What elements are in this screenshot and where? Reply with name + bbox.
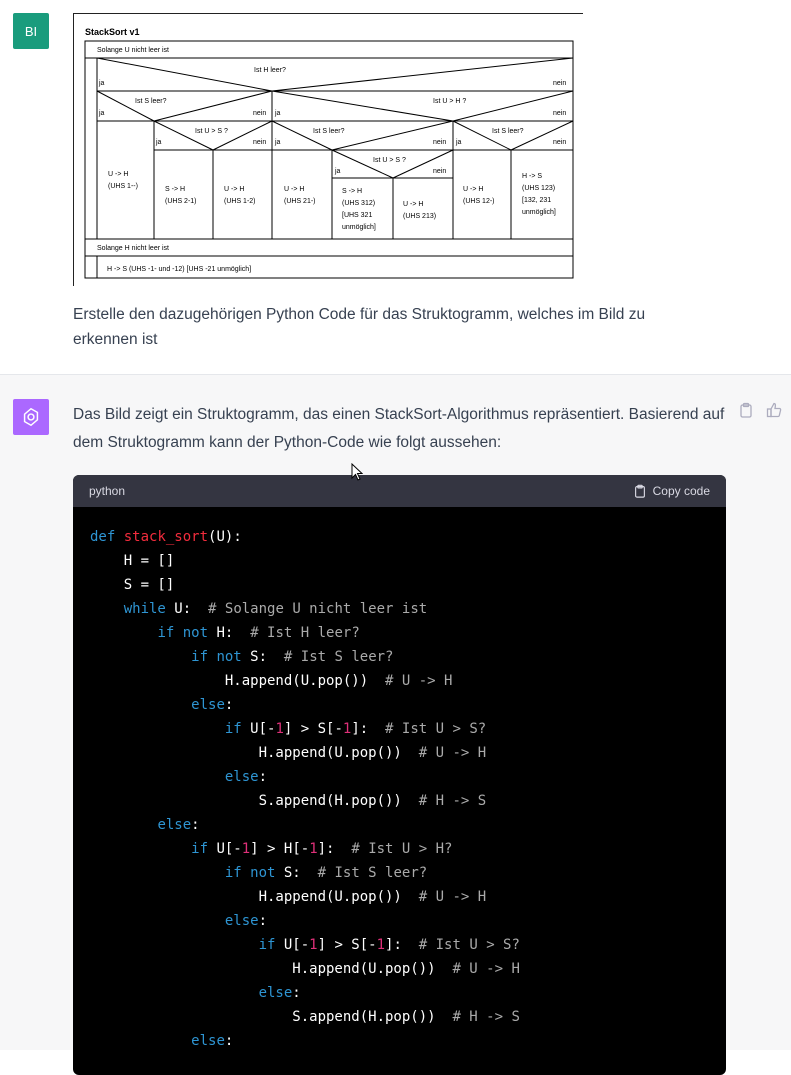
diagram-title: StackSort v1 bbox=[85, 27, 140, 37]
svg-text:ja: ja bbox=[275, 110, 281, 117]
svg-text:U -> H: U -> H bbox=[463, 186, 484, 193]
svg-text:(UHS 12-): (UHS 12-) bbox=[463, 198, 495, 205]
svg-text:(UHS 2-1): (UHS 2-1) bbox=[165, 198, 197, 205]
python-code: def stack_sort(U): H = [] S = [] while U: # Solange U nicht leer ist if not H: # Ist H leer? if not S: # Ist S leer? H.append(U.pop()) # U -> H else: if U[-1] > S[-1]: # Ist U > S? H.append(U.pop()) # U -> H else: S.append(H.pop()) # H -> S else: if U[-1] > H[-1]: # Ist U > H? if not S: # Ist S leer? H.append(U.pop()) # U -> H else: if U[-1] > S[-1]: # Ist U > S? H.append(U.pop()) # U -> H else: S.append(H.pop()) # H -> S else: bbox=[90, 529, 520, 1049]
svg-text:nein: nein bbox=[433, 168, 447, 175]
svg-text:U -> H: U -> H bbox=[284, 186, 305, 193]
svg-text:H -> S (UHS -1- und -12) [UHS: H -> S (UHS -1- und -12) [UHS -21 unmöglich] bbox=[107, 266, 252, 273]
thumbs-up-icon[interactable] bbox=[766, 402, 782, 423]
svg-text:(UHS 213): (UHS 213) bbox=[403, 213, 437, 220]
mouse-cursor-icon bbox=[351, 463, 363, 486]
code-header bbox=[73, 475, 726, 507]
svg-text:Solange H nicht leer ist: Solange H nicht leer ist bbox=[97, 245, 169, 252]
svg-text:unmöglich]: unmöglich] bbox=[522, 209, 556, 216]
clipboard-icon[interactable] bbox=[738, 402, 754, 423]
svg-text:nein: nein bbox=[433, 139, 447, 146]
svg-text:Ist S leer?: Ist S leer? bbox=[313, 128, 345, 135]
svg-text:H -> S: H -> S bbox=[522, 173, 543, 180]
svg-text:U -> H: U -> H bbox=[224, 186, 245, 193]
svg-text:[132, 231: [132, 231 bbox=[522, 197, 552, 204]
svg-text:ja: ja bbox=[99, 110, 105, 117]
svg-text:(UHS 1--): (UHS 1--) bbox=[108, 183, 138, 190]
svg-text:Ist S leer?: Ist S leer? bbox=[492, 128, 524, 135]
svg-text:nein: nein bbox=[553, 139, 567, 146]
svg-text:nein: nein bbox=[553, 80, 567, 87]
svg-text:U -> H: U -> H bbox=[403, 201, 424, 208]
svg-text:S -> H: S -> H bbox=[165, 186, 186, 193]
svg-text:unmöglich]: unmöglich] bbox=[342, 224, 376, 231]
svg-text:(UHS 312): (UHS 312) bbox=[342, 200, 376, 207]
user-avatar: BI bbox=[13, 13, 49, 49]
svg-text:(UHS 123): (UHS 123) bbox=[522, 185, 556, 192]
svg-text:ja: ja bbox=[335, 168, 341, 175]
svg-text:Solange U nicht leer ist: Solange U nicht leer ist bbox=[97, 47, 169, 54]
svg-text:nein: nein bbox=[253, 110, 267, 117]
svg-text:(UHS 21-): (UHS 21-) bbox=[284, 198, 316, 205]
copy-code-label: Copy code bbox=[652, 484, 710, 498]
svg-text:Ist H leer?: Ist H leer? bbox=[254, 67, 286, 74]
user-message-text: Erstelle den dazugehörigen Python Code für das Struktogramm, welches im Bild zu erkennen ist bbox=[73, 306, 646, 348]
svg-text:Ist S leer?: Ist S leer? bbox=[135, 98, 167, 105]
openai-logo-icon bbox=[13, 399, 49, 435]
svg-text:ja: ja bbox=[156, 139, 162, 146]
svg-text:ja: ja bbox=[456, 139, 462, 146]
user-message bbox=[0, 0, 791, 375]
copy-code-button[interactable] bbox=[633, 484, 710, 498]
svg-text:S -> H: S -> H bbox=[342, 188, 363, 195]
svg-text:Ist U > S ?: Ist U > S ? bbox=[373, 157, 406, 164]
struktogramm-image bbox=[73, 13, 583, 286]
message-toolbar bbox=[738, 402, 782, 423]
svg-text:ja: ja bbox=[99, 80, 105, 87]
code-block bbox=[73, 475, 726, 1075]
svg-text:nein: nein bbox=[553, 110, 567, 117]
svg-text:(UHS 1-2): (UHS 1-2) bbox=[224, 198, 256, 205]
svg-text:U -> H: U -> H bbox=[108, 171, 129, 178]
assistant-intro-text: Das Bild zeigt ein Struktogramm, das einen StackSort-Algorithmus repräsentiert. Basierend auf dem Struktogramm kann der Python-Code wie folgt aussehen: bbox=[73, 406, 725, 451]
svg-text:[UHS 321: [UHS 321 bbox=[342, 212, 373, 219]
clipboard-icon bbox=[633, 484, 647, 498]
svg-text:ja: ja bbox=[275, 139, 281, 146]
code-language-label: python bbox=[89, 484, 126, 498]
svg-text:Ist U > S ?: Ist U > S ? bbox=[195, 128, 228, 135]
svg-text:nein: nein bbox=[253, 139, 267, 146]
assistant-message bbox=[0, 375, 791, 1050]
svg-text:Ist U > H ?: Ist U > H ? bbox=[433, 98, 467, 105]
